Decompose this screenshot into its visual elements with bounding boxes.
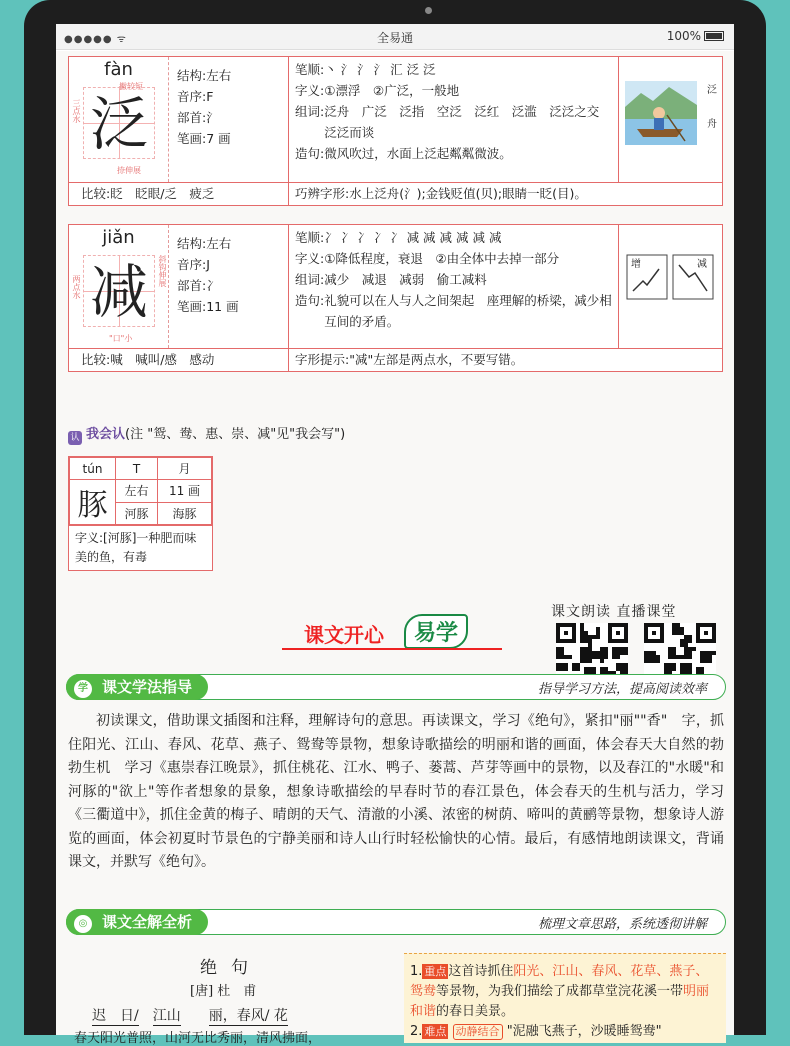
section-title: 课文全解全析 [102, 913, 193, 931]
book-page[interactable] [56, 51, 734, 1046]
stroke-note-left: 两点水 [72, 275, 81, 299]
stroke-count: 11 画 [158, 480, 212, 503]
radical: 月 [158, 458, 212, 480]
char-card-fan [68, 56, 723, 206]
meaning: ①漂浮 ②广泛，一般地 [324, 83, 460, 98]
word-1: 河豚 [116, 502, 158, 525]
shape-tip: 巧辨字形:水上泛舟(氵);金钱贬值(贝);眼睛一眨(目)。 [295, 186, 587, 201]
study-guide-bar [66, 674, 726, 700]
shape-tip: 字形提示:"减"左部是两点水，不要写错。 [295, 352, 524, 367]
example-sentence: 礼貌可以在人与人之间架起 座理解的桥梁，减少相互间的矛盾。 [324, 293, 612, 329]
char-info [169, 57, 289, 182]
signal-icon: ●●●●● ᯤ [64, 34, 127, 45]
poem-translation: 春天阳光普照，山河无比秀丽，清风拂面， [74, 1031, 322, 1046]
jian-label: 减 [697, 259, 707, 270]
pinyin: tún [70, 458, 116, 480]
stroke-note-right: 斜钩伸展 [158, 255, 167, 287]
stroke-count: 笔画:11 画 [177, 299, 239, 314]
poem-line: 迟 日/ 江山 丽，春风/ 花 [92, 1005, 288, 1026]
compare-words: 比较:眨 眨眼/乏 疲乏 [69, 183, 289, 205]
reader-screen [56, 24, 734, 1046]
stroke-order: 丶 氵 氵 氵 汇 泛 泛 [324, 62, 436, 77]
compare-words: 比较:喊 喊叫/感 感动 [69, 349, 289, 371]
study-icon: 学 [74, 680, 92, 698]
poem-author: [唐] 杜 甫 [190, 984, 257, 999]
section-subtitle: 指导学习方法，提高阅读效率 [537, 682, 707, 697]
section-title: 课文学法指导 [102, 678, 193, 696]
app-title: 全易通 [376, 31, 413, 45]
structure: 左右 [116, 480, 158, 503]
svg-text:泛: 泛 [707, 85, 717, 96]
index-letter: 音序:F [177, 89, 214, 104]
meaning: ①降低程度，衰退 ②由全体中去掉一部分 [324, 251, 560, 266]
svg-text:舟: 舟 [707, 119, 717, 130]
stroke-note-bottom: "口"小 [109, 334, 133, 343]
banner-title-left: 课文开心 [304, 623, 384, 647]
structure: 结构:左右 [177, 236, 232, 251]
zeng-label: 增 [631, 259, 641, 270]
recognize-section-heading [68, 423, 345, 445]
battery-icon [704, 31, 724, 41]
big-char: 减 [83, 255, 155, 327]
qr-caption: 课文朗读 直播课堂 [551, 604, 677, 620]
index-letter: T [116, 458, 158, 480]
full-analysis-bar [66, 909, 726, 935]
word-group: 泛舟 广泛 泛指 空泛 泛红 泛滥 泛泛之交 泛泛而谈 [324, 104, 612, 140]
stroke-count: 笔画:7 画 [177, 131, 231, 146]
technique-badge: 动静结合 [453, 1024, 503, 1040]
word-2: 海豚 [158, 502, 212, 525]
lesson-banner [282, 611, 502, 651]
char-details: 笔顺: 丶 氵 氵 氵 汇 泛 泛 字义: ①漂浮 ②广泛，一般地 组词: 泛舟 广泛 泛指 空泛 泛红 泛滥 泛泛之交 泛泛而谈 造句: 微风吹过，水面上泛起粼粼微波。 [289, 57, 618, 182]
radical: 部首:氵 [177, 110, 219, 125]
boat-illustration [618, 57, 722, 182]
char-card-jian [68, 224, 723, 372]
status-bar [56, 24, 734, 50]
meaning: 字义:[河豚]一种肥而味美的鱼，有毒 [69, 525, 212, 570]
camera-dot [425, 7, 432, 14]
structure: 结构:左右 [177, 68, 232, 83]
banner-title-right: 易学 [404, 614, 468, 649]
recognize-note: (注 "鸳、鸯、惠、崇、减"见"我会写") [125, 427, 346, 442]
word-group: 减少 减退 减弱 偷工减料 [324, 272, 487, 287]
char-details: 笔顺: 冫 冫 冫 冫 冫 减 减 减 减 减 减 字义: ①降低程度，衰退 ②由全体中去掉一部分 组词: 减少 减退 减弱 偷工减料 造句: 礼貌可以在人与人之间架起 座理解的桥梁，减少相互间的矛盾。 [289, 225, 618, 348]
char-card-tun [68, 456, 213, 571]
pinyin: fàn [104, 59, 133, 80]
char-box [69, 225, 169, 348]
battery-indicator: 100% [667, 29, 724, 43]
poem-title: 绝句 [200, 958, 262, 978]
recognize-icon: 认 [68, 431, 82, 445]
stroke-note-left: 三点水 [72, 99, 81, 123]
big-char: 豚 [70, 480, 116, 525]
increase-decrease-illustration [618, 225, 722, 348]
stroke-note-right: 捺伸展 [117, 166, 141, 175]
study-guide-paragraph: 初读课文，借助课文插图和注释，理解诗句的意思。再读课文，学习《绝句》，紧扣"丽""香" 字，抓住阳光、江山、春风、花草、燕子、鸳鸯等景物，想象诗歌描绘的明丽和谐的画面，体会春天大自然的勃勃生机 学习《惠崇春江晚景》，抓住桃花、江水、鸭子、蒌蒿、芦芽等画中的景物，以及春江的"水暖"和河豚的"欲上"等作者想象的景象，想象诗歌描绘的早春时节的春江景色，体会春天的生机与活力，学习《三衢道中》，抓住金黄的梅子、晴朗的天气、清澈的小溪、浓密的树荫、啼叫的黄鹂等景物，想象诗人游览的画面，体会初夏时节景色的宁静美丽和诗人山行时轻松愉快的心情。最后，有感情地朗读课文，背诵课文，并默写《绝句》。 [68, 713, 724, 870]
stroke-order: 冫 冫 冫 冫 冫 减 减 减 减 减 减 [324, 230, 502, 245]
recognize-title: 我会认 [86, 427, 126, 442]
radical: 部首:冫 [177, 278, 219, 293]
char-info [169, 225, 289, 348]
stroke-note-top: 撇较短 [119, 82, 143, 91]
key-points-box: 1. 重点 这首诗抓住阳光、江山、春风、花草、燕子、鸳鸯等景物，为我们描绘了成都草堂浣花溪一带明丽和谐的春日美景。 2. 难点 动静结合 "泥融飞燕子，沙暖睡鸳鸯" [404, 953, 726, 1043]
section-subtitle: 梳理文章思路，系统透彻讲解 [537, 917, 707, 932]
key-badge: 重点 [424, 965, 447, 978]
char-box [69, 57, 169, 182]
example-sentence: 微风吹过，水面上泛起粼粼微波。 [324, 146, 512, 161]
index-letter: 音序:J [177, 257, 210, 272]
target-icon: ◎ [74, 915, 92, 933]
big-char: 泛 [83, 87, 155, 159]
difficulty-badge: 难点 [424, 1025, 447, 1038]
pinyin: jiǎn [102, 227, 135, 248]
